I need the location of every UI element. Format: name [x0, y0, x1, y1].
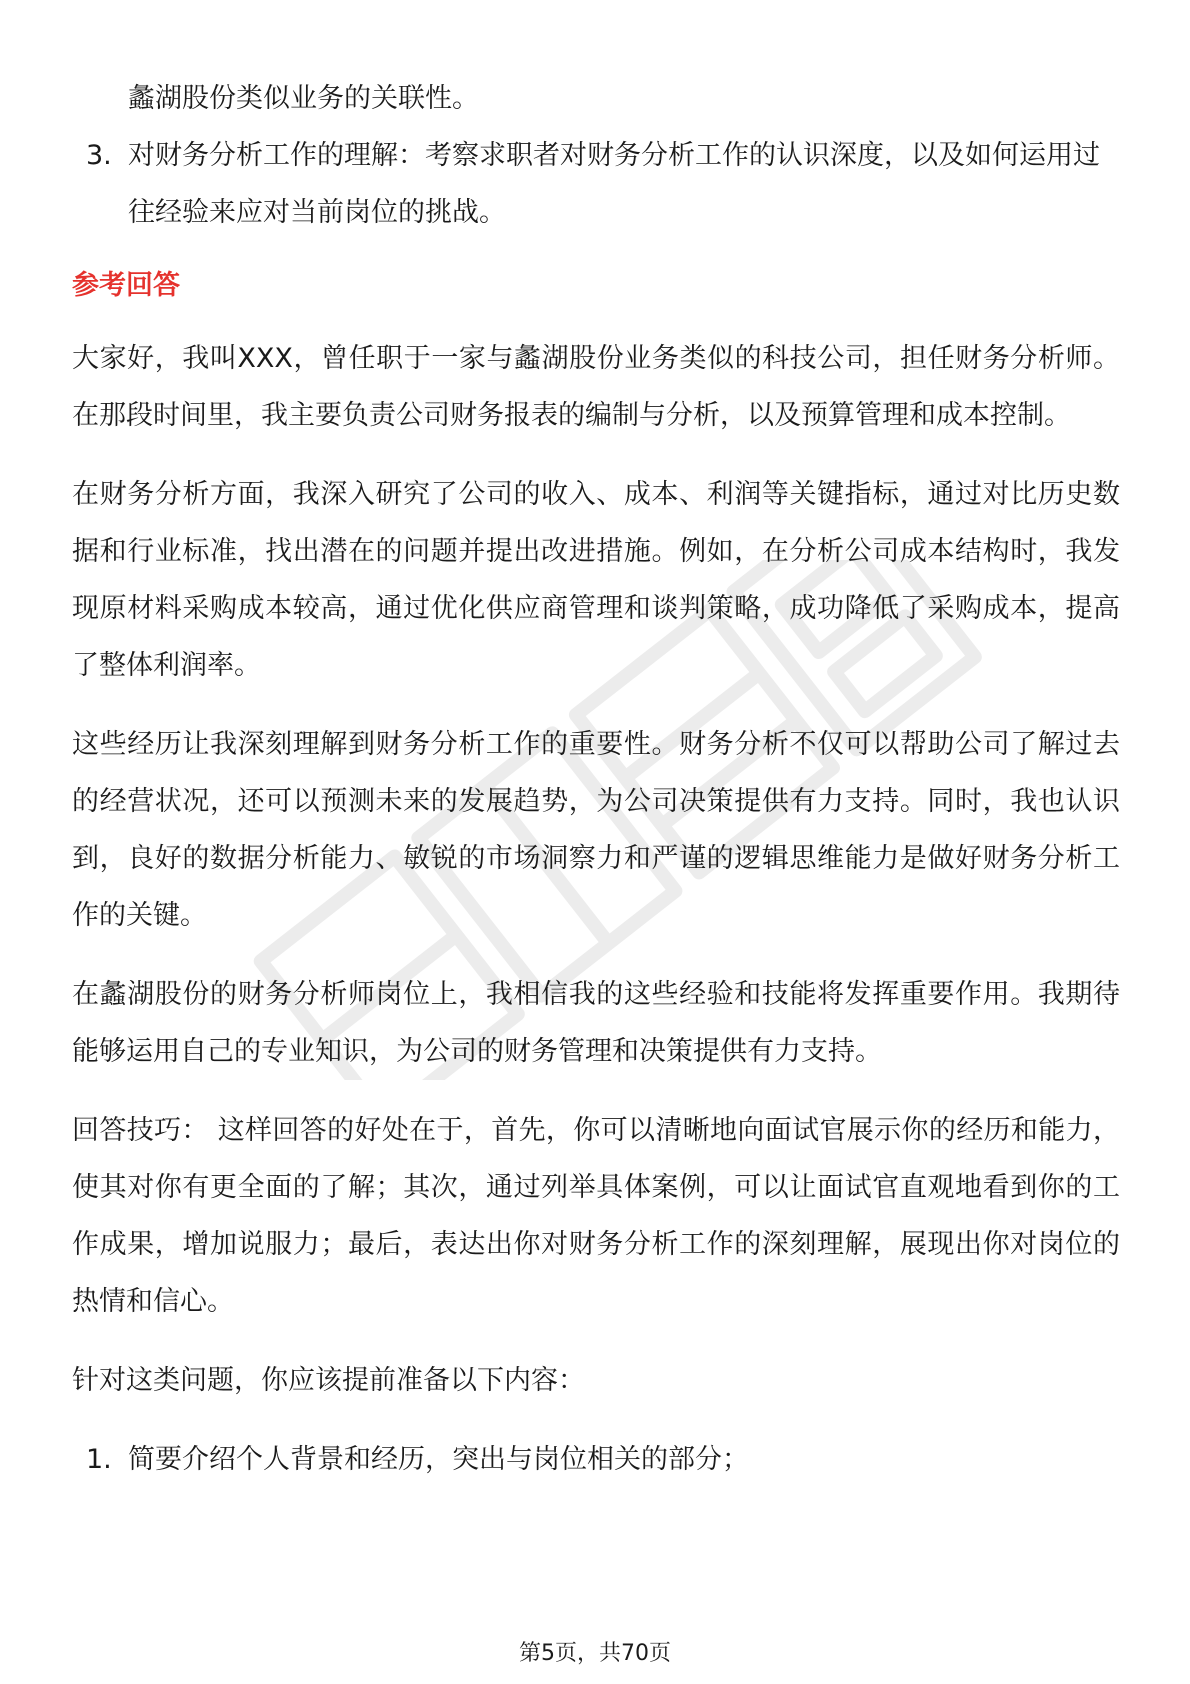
paragraph-analysis: 在财务分析方面，我深入研究了公司的收入、成本、利润等关键指标，通过对比历史数据和行业标准，找出潜在的问题并提出改进措施。例如，在分析公司成本结构时，我发现原材料采购成本较高，通过优化供应商管理和谈判策略，成功降低了采购成本，提高了整体利润率。 [72, 479, 1120, 681]
paragraph-preparation-intro: 针对这类问题，你应该提前准备以下内容： [72, 1365, 585, 1396]
section-heading-reference-answer: 参考回答 [72, 270, 180, 301]
list-continuation-line: 蠡湖股份类似业务的关联性。 [128, 83, 479, 114]
document-body [72, 70, 1120, 1488]
page-number-footer: 第5页，共70页 [519, 1641, 671, 1666]
paragraph-understanding: 这些经历让我深刻理解到财务分析工作的重要性。财务分析不仅可以帮助公司了解过去的经营状况，还可以预测未来的发展趋势，为公司决策提供有力支持。同时，我也认识到，良好的数据分析能力、敏锐的市场洞察力和严谨的逻辑思维能力是做好财务分析工作的关键。 [72, 729, 1120, 931]
paragraph-expectation: 在蠡湖股份的财务分析师岗位上，我相信我的这些经验和技能将发挥重要作用。我期待能够运用自己的专业知识，为公司的财务管理和决策提供有力支持。 [72, 979, 1120, 1067]
prep-list-item-1 [72, 1431, 1120, 1488]
paragraph-intro: 大家好，我叫XXX，曾任职于一家与蠡湖股份业务类似的科技公司，担任财务分析师。在那段时间里，我主要负责公司财务报表的编制与分析，以及预算管理和成本控制。 [72, 343, 1120, 431]
list-item-text: 对财务分析工作的理解：考察求职者对财务分析工作的认识深度，以及如何运用过往经验来应对当前岗位的挑战。 [128, 140, 1100, 228]
list-item-3 [72, 127, 1120, 241]
list-item-number: 1. [86, 1444, 112, 1475]
list-item-number: 3. [86, 140, 112, 171]
list-item-text: 简要介绍个人背景和经历，突出与岗位相关的部分； [128, 1444, 749, 1475]
paragraph-answer-tips: 回答技巧： 这样回答的好处在于，首先，你可以清晰地向面试官展示你的经历和能力，使其对你有更全面的了解；其次，通过列举具体案例，可以让面试官直观地看到你的工作成果，增加说服力；最后，表达出你对财务分析工作的深刻理解，展现出你对岗位的热情和信心。 [72, 1115, 1120, 1317]
